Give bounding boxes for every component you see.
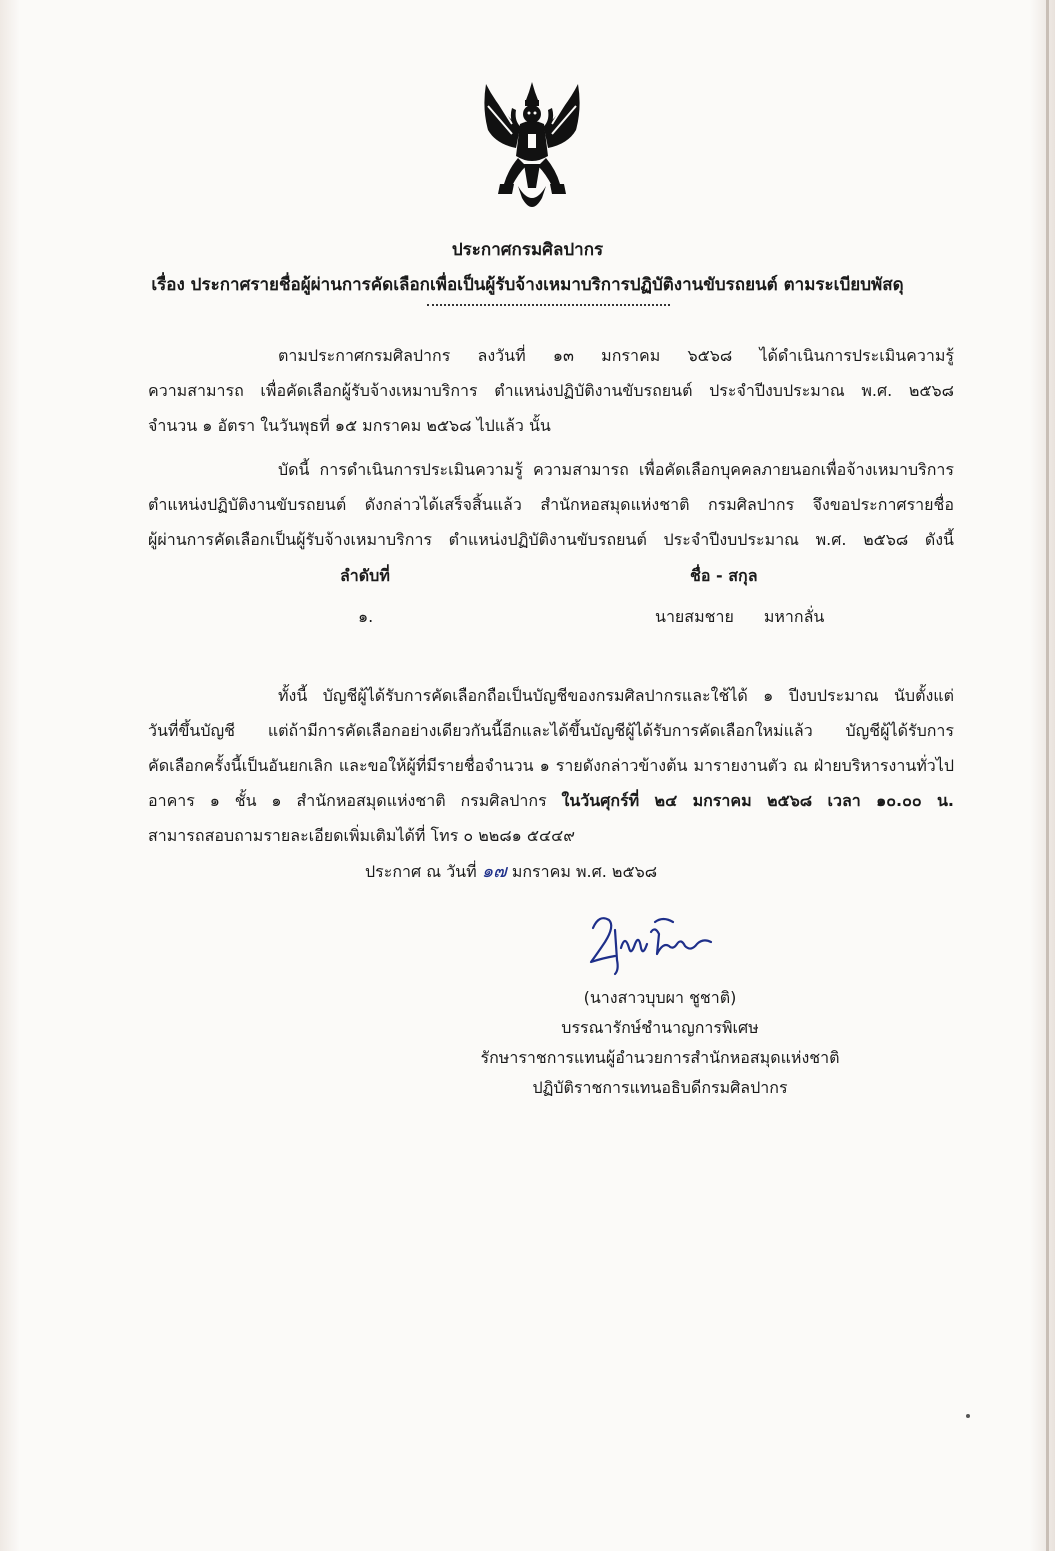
paper-speck [966,1414,970,1418]
announce-suffix: มกราคม พ.ศ. ๒๕๖๘ [511,862,658,881]
paragraph-line: ตำแหน่งปฏิบัติงานขับรถยนต์ ดังกล่าวได้เสร็จสิ้นแล้ว สำนักหอสมุดแห่งชาติ กรมศิลปากร จึงขอประกาศรายชื่อ [148,495,954,514]
signature-block [440,983,880,1103]
paper-edge [1046,0,1049,1551]
table-cell-order: ๑. [358,607,374,626]
signer-position: บรรณารักษ์ชำนาญการพิเศษ [561,1018,759,1037]
contact-line: สามารถสอบถามรายละเอียดเพิ่มเติมได้ที่ โทร ๐ ๒๒๘๑ ๕๔๔๙ [148,826,575,845]
paragraph-result [148,452,954,557]
first-name: นายสมชาย [655,607,734,626]
paragraph-reference [148,338,954,443]
signer-acting-role: รักษาราชการแทนผู้อำนวยการสำนักหอสมุดแห่งชาติ [480,1048,840,1067]
document-subject: เรื่อง ประกาศรายชื่อผู้ผ่านการคัดเลือกเพื่อเป็นผู้รับจ้างเหมาบริการปฏิบัติงานขับรถยนต์ ตามระเบียบพัสดุ [151,275,904,295]
last-name: มหากลั่น [763,607,825,626]
handwritten-day: ๑๗ [481,861,507,882]
paragraph-line: ตามประกาศกรมศิลปากร ลงวันที่ ๑๓ มกราคม ๖๕๖๘ ได้ดำเนินการประเมินความรู้ [278,346,954,365]
paragraph-line: วันที่ขึ้นบัญชี แต่ถ้ามีการคัดเลือกอย่างเดียวกันนี้อีกและได้ขึ้นบัญชีผู้ได้รับการคัดเลือกใหม่แล้ว บัญชีผู้ได้รับการ [148,721,954,740]
paragraph-line: ความสามารถ เพื่อคัดเลือกผู้รับจ้างเหมาบริการ ตำแหน่งปฏิบัติงานขับรถยนต์ ประจำปีงบประมาณ พ.ศ. ๒๕๖๘ [148,381,954,400]
paragraph-line: คัดเลือกครั้งนี้เป็นอันยกเลิก และขอให้ผู้ที่มีรายชื่อจำนวน ๑ รายดังกล่าวข้างต้น มารายงานตัว ณ ฝ่ายบริหารงานทั่วไป [148,756,954,775]
title-divider [427,304,670,306]
paragraph-line [148,783,954,818]
announcement-date [365,856,657,885]
announce-prefix: ประกาศ ณ วันที่ [365,862,477,881]
paragraph-line: บัดนี้ การดำเนินการประเมินความรู้ ความสามารถ เพื่อคัดเลือกบุคคลภายนอกเพื่อจ้างเหมาบริการ [278,460,954,479]
signer-delegation: ปฏิบัติราชการแทนอธิบดีกรมศิลปากร [532,1078,788,1097]
signer-name: (นางสาวบุบผา ชูชาติ) [583,988,737,1007]
paragraph-line: ผู้ผ่านการคัดเลือกเป็นผู้รับจ้างเหมาบริการ ตำแหน่งปฏิบัติงานขับรถยนต์ ประจำปีงบประมาณ พ.ศ. ๒๕๖๘ ดังนี้ [148,530,954,549]
report-datetime: ในวันศุกร์ที่ ๒๔ มกราคม ๒๕๖๘ เวลา ๑๐.๐๐ น. [561,791,954,810]
paragraph-line: จำนวน ๑ อัตรา ในวันพุธที่ ๑๕ มกราคม ๒๕๖๘ ไปแล้ว นั้น [148,416,551,435]
paragraph-line: ทั้งนี้ บัญชีผู้ได้รับการคัดเลือกถือเป็นบัญชีของกรมศิลปากรและใช้ได้ ๑ ปีงบประมาณ นับตั้งแต่ [278,686,954,705]
document-title: ประกาศกรมศิลปากร [451,240,604,260]
table-header-order: ลำดับที่ [340,566,390,585]
paragraph-conditions [148,678,954,853]
table-header-name: ชื่อ - สกุล [690,566,758,585]
table-cell-name [655,605,824,630]
location-text: อาคาร ๑ ชั้น ๑ สำนักหอสมุดแห่งชาติ กรมศิลปากร [148,791,562,810]
handwritten-signature-icon [585,908,715,980]
garuda-emblem-icon [478,78,586,218]
